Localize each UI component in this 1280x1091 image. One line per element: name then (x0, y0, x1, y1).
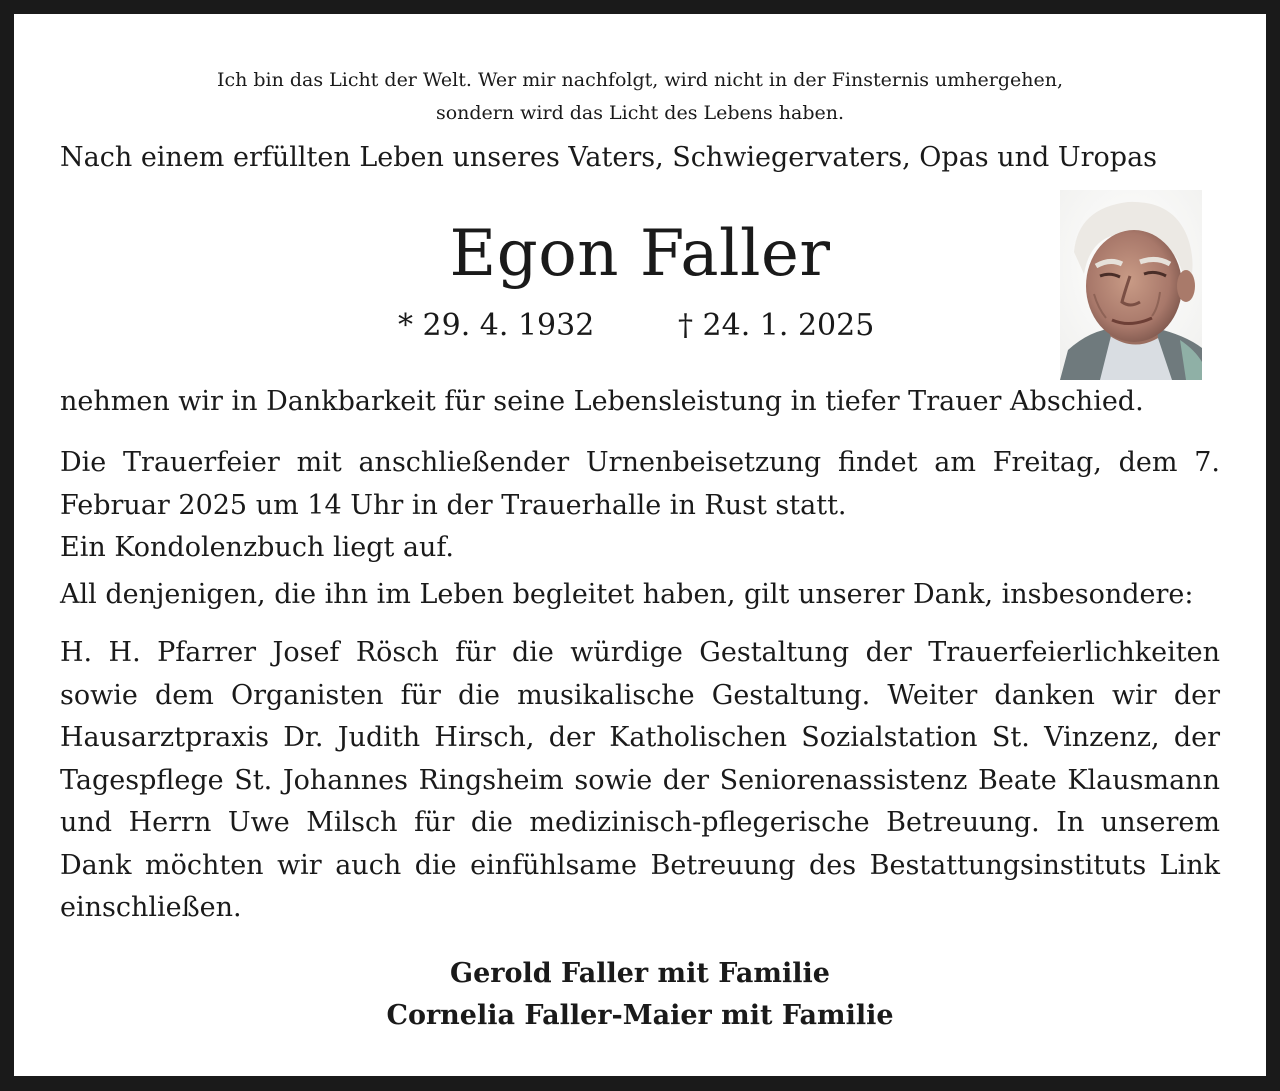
birth-date: * 29. 4. 1932 (398, 308, 595, 343)
signature-1: Gerold Faller mit Familie (450, 958, 830, 989)
farewell-line: nehmen wir in Dankbarkeit für seine Lebensleistung in tiefer Trauer Abschied. (60, 386, 1144, 417)
obituary-notice (14, 14, 1266, 1076)
thanks-intro: All denjenigen, die ihn im Leben begleitet haben, gilt unserer Dank, insbesondere: (60, 579, 1194, 610)
ceremony-info (60, 442, 1220, 570)
deceased-name: Egon Faller (449, 217, 831, 291)
thanks-text (60, 632, 1220, 930)
bible-quote (14, 64, 1266, 130)
thanks-body: H. H. Pfarrer Josef Rösch für die würdige Gestaltung der Trauerfeierlichkeiten sowie dem Organisten für die musikalische Gestaltung. Weiter danken wir der Hausarztpraxis Dr. Judith Hirsch, der Katholischen Sozialstation St. Vinzenz, der Tagespflege St. Johannes Ringsheim sowie der Seniorenassistenz Beate Klausmann und Herrn Uwe Milsch für die medizinisch-pflegerische Betreuung. In unserem Dank möchten wir auch die einfühlsame Betreuung des Bestattungsinstituts Link einschließen. (60, 637, 1220, 923)
intro-line: Nach einem erfüllten Leben unseres Vaters, Schwiegervaters, Opas und Uropas (60, 142, 1158, 173)
condolence-book-note: Ein Kondolenzbuch liegt auf. (60, 532, 455, 563)
death-date: † 24. 1. 2025 (678, 308, 875, 343)
bible-quote-line-1: Ich bin das Licht der Welt. Wer mir nachfolgt, wird nicht in der Finsternis umhergehen, (216, 69, 1064, 91)
ceremony-text: Die Trauerfeier mit anschließender Urnenbeisetzung findet am Freitag, dem 7. Februar 2025 um 14 Uhr in der Trauerhalle in Rust statt. (60, 447, 1220, 521)
portrait-photo-icon (1060, 190, 1202, 380)
signature-2: Cornelia Faller-Maier mit Familie (386, 1000, 894, 1031)
bible-quote-line-2: sondern wird das Licht des Lebens haben. (435, 102, 845, 124)
